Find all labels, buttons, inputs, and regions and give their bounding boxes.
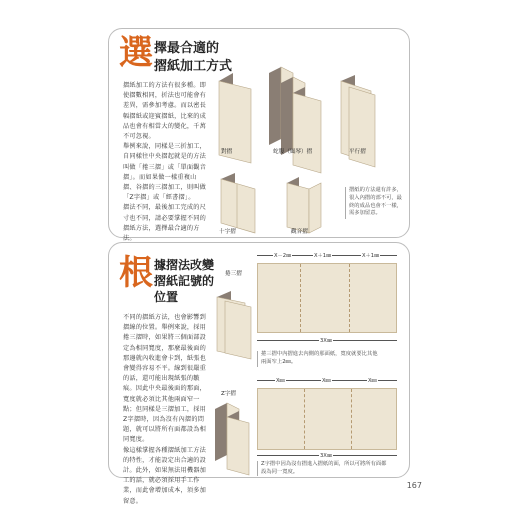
note1-divider (257, 351, 258, 367)
fold-label-z: Z字摺 (221, 391, 237, 397)
ruler2-seg1-label: X㎜ (276, 378, 285, 384)
page-number: 167 (406, 481, 422, 490)
note2-divider (257, 461, 258, 476)
fold-label-half: 對摺 (221, 149, 233, 155)
ruler-seg1-label: X－2㎜ (274, 253, 292, 259)
section-heading: 擇最合適的 摺紙加工方式 (154, 41, 233, 74)
roll-fold-illustration (213, 281, 253, 351)
fold-label-parallel: 平行摺 (349, 149, 366, 155)
gate-fold-illustration (287, 177, 321, 233)
ruler-seg2-label: X＋1㎜ (314, 253, 332, 259)
note-divider (345, 187, 346, 219)
fold-note: 摺紙的方法還有許多，很入內摺的部不可，最終的成品也會不一樣，需多加留意。 (349, 187, 402, 217)
section-body-text: 摺紙加工的方法有很多種。即使摺數相同，折法也可能會有差異，需參加考慮。而以密長幅摺紙或迎賓摺紙，比來的成品也會有相當大的變化，千萬不可忽視。 舉例來說，同樣是三折加工，自同樣往中央摺起就是的方法叫做「捲三摺」或「單面觀音摺」。而如果做一樣重複山摺、谷摺的三摺加工，則叫做「Z字摺」或「經書摺」。 摺法不同，最後加工完成的尺寸也不同，請必要掌握不同的摺紙方法，選擇最合適的方法。 (123, 82, 207, 243)
fold-label-gate: 觀音摺 (291, 229, 308, 235)
roll-fold-note: 捲三摺中內摺進去內側的那面紙，寬度就要比其他兩面窄上2㎜。 (261, 351, 378, 365)
roll-fold-total-label: 3X㎜ (320, 338, 333, 344)
ruler2-seg2-label: X㎜ (322, 378, 331, 384)
z-fold-flat-sheet (257, 388, 397, 450)
fold-label-cross: 十字摺 (219, 229, 236, 235)
z-fold-note: Z字摺中因為沒有摺進入摺紙的面，所以可將所有面都設為同一寬度。 (261, 461, 387, 475)
ruler2-seg3-label: X㎜ (368, 378, 377, 384)
roll-fold-flat-sheet (257, 263, 397, 333)
z-fold-total-label: 3X㎜ (320, 453, 333, 459)
section-heading: 據摺法改變 摺紙記號的 位置 (154, 258, 215, 304)
fold-label-roll: 捲三摺 (225, 271, 242, 277)
ruler-seg3-label: X＋1㎜ (362, 253, 380, 259)
accordion-fold-illustration (269, 67, 321, 173)
section-initial-char: 根 (119, 253, 153, 293)
z-fold-illustration (213, 395, 253, 475)
section-card-fold-methods (108, 28, 410, 243)
section-card-fold-marks (108, 242, 410, 505)
section-initial-char: 選 (119, 33, 153, 73)
fold-label-accordion: 蛇腹（風琴）摺 (273, 149, 313, 155)
cross-fold-illustration (221, 173, 255, 233)
section-body-text: 不同的摺紙方法，也會影響到摺線的位置。舉例來說，採用捲三摺時，如果將三個面部設定為相同寬度，那麼最後面的那邊就內收進會卡到，紙張也會變得容易不平。線到很嚴重的話，還可能出現紙張的皺痕。因此中央最後面的那面，寬度就必須比其他兩面窄一點；但同樣是三摺加工，採用Z字摺時，因為沒有內摺的問題，就可以將所有面都設為相同寬度。 像這樣掌握各種摺紙加工方法的特性，才能設定出合適的設計。此外，如果無法用機器加工的話，就必須採用手工作業，而此會增加成本，須多加留意。 (123, 314, 207, 505)
